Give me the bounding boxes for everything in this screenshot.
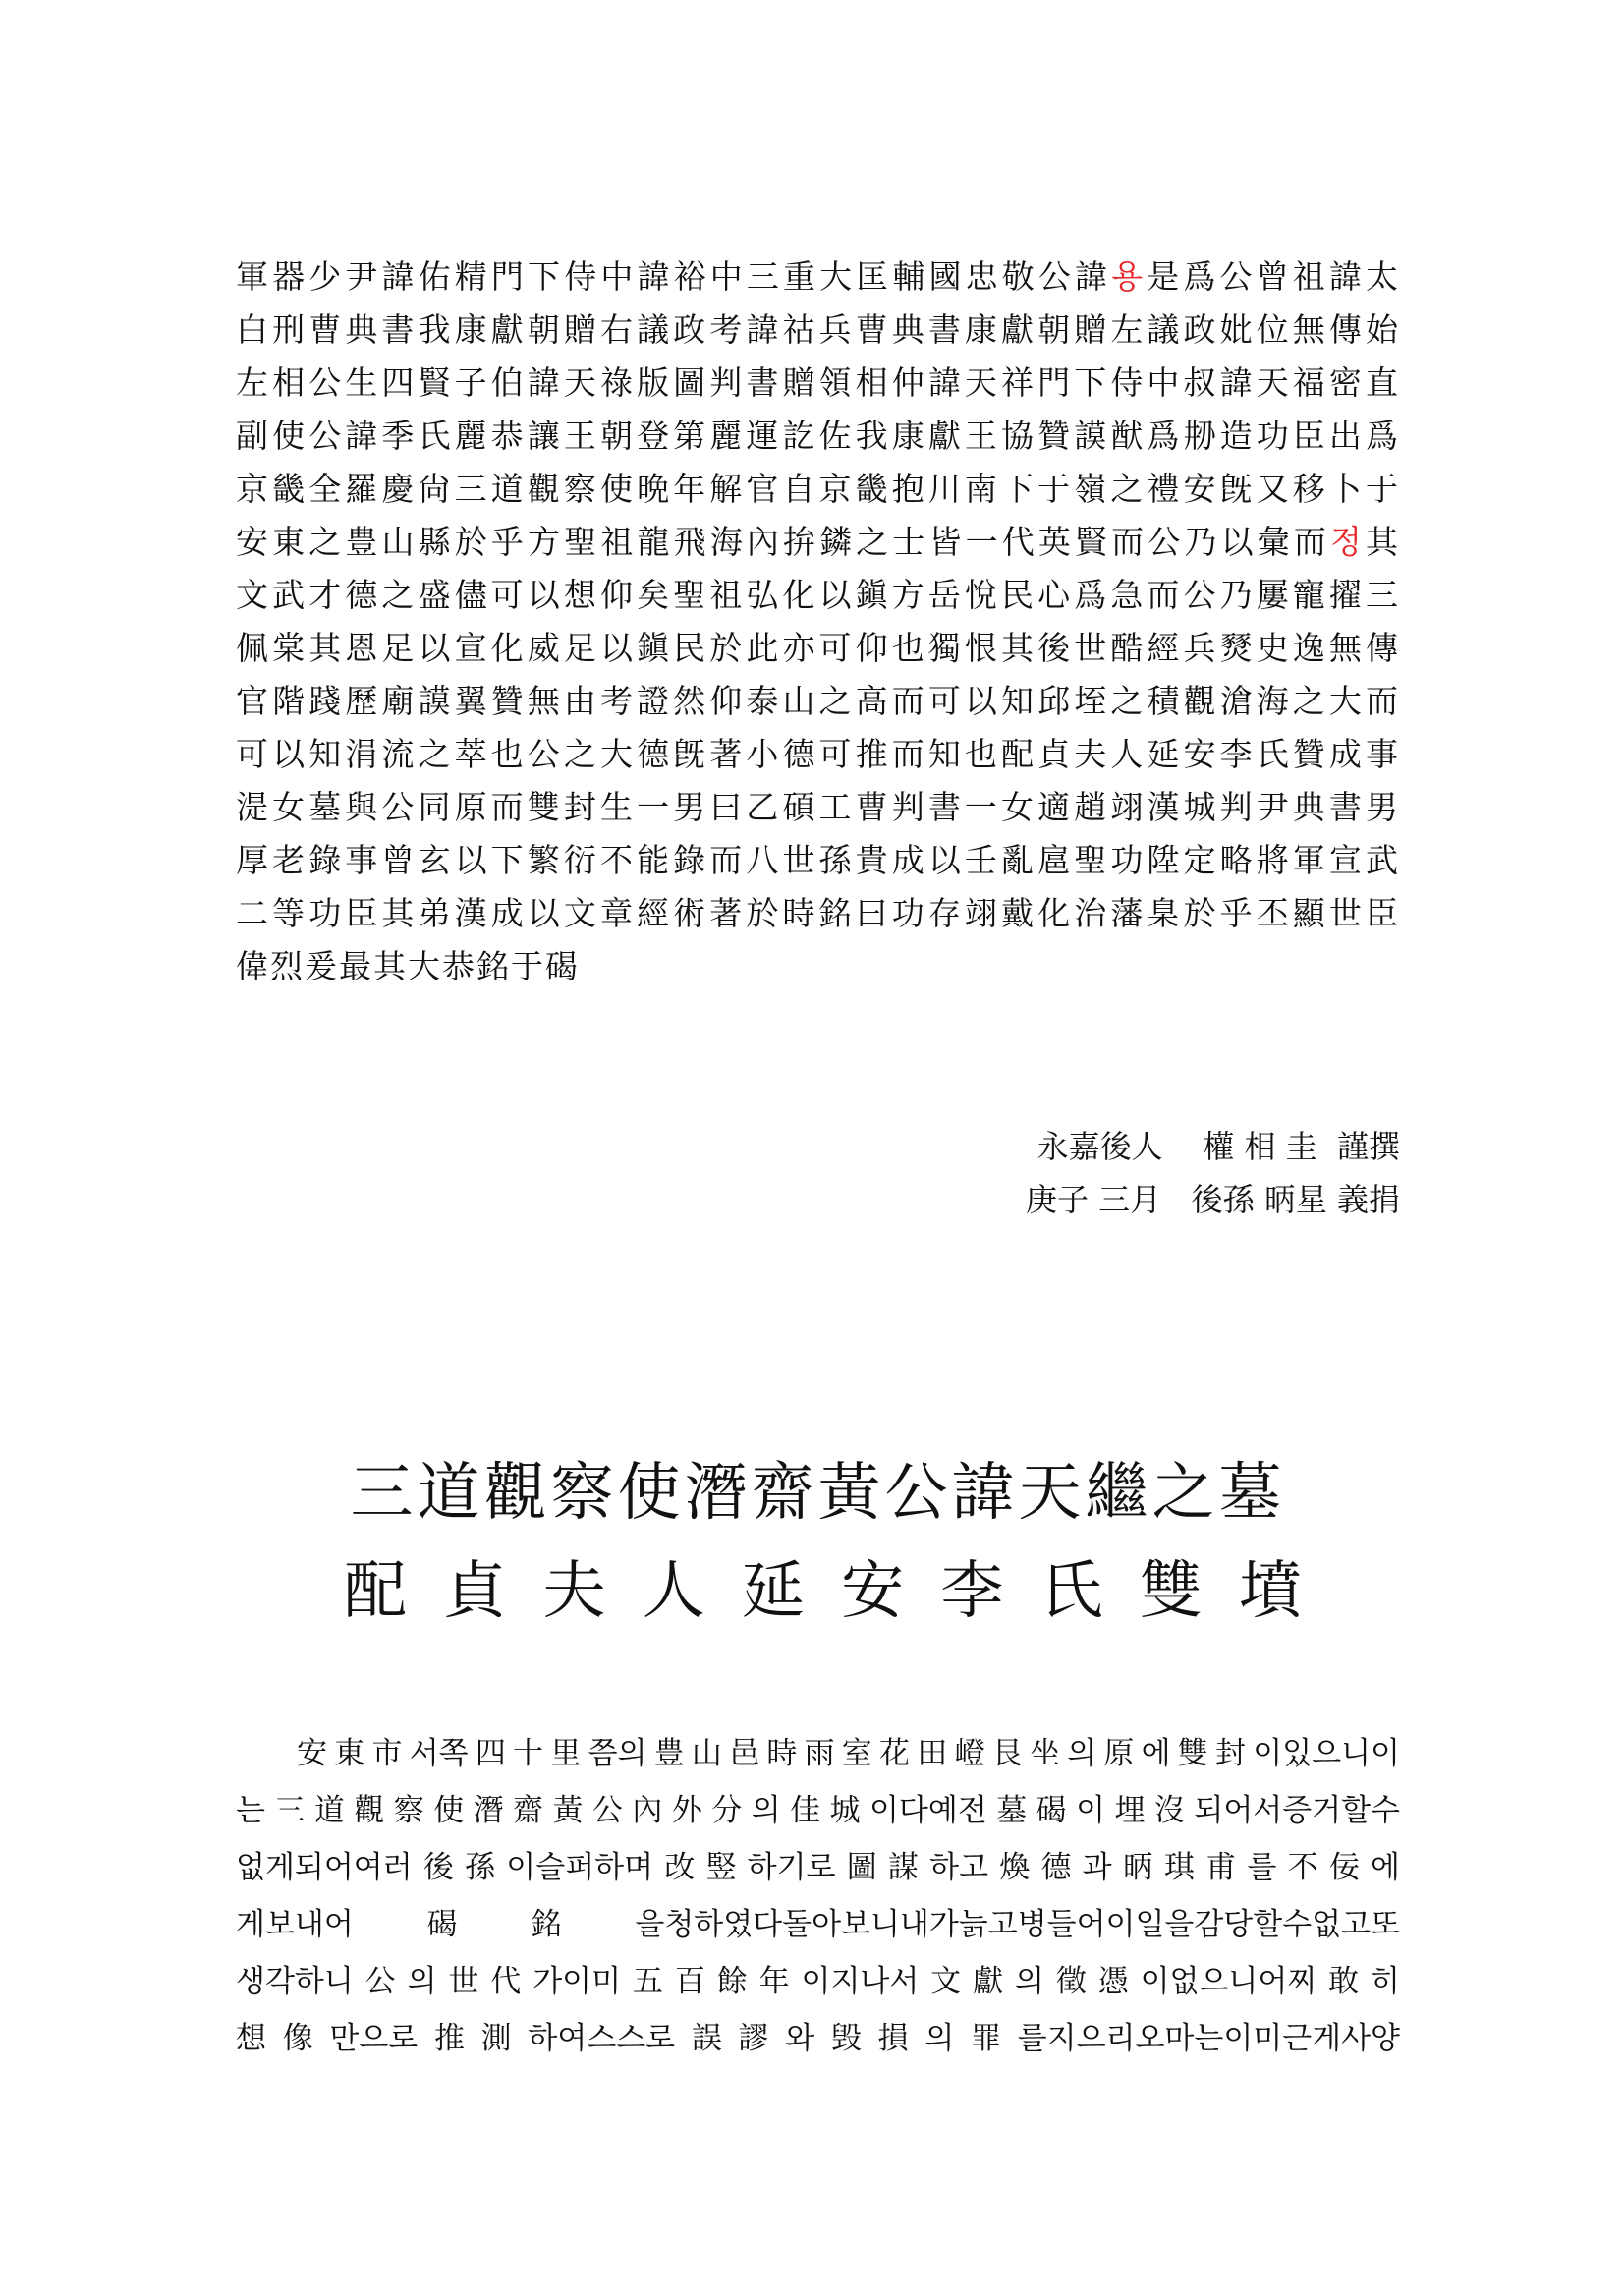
inscription-block [236, 251, 1400, 993]
title-char: 雙 [1139, 1555, 1203, 1628]
inscription-line-7: 文武才德之盛儘可以想仰矣聖祖弘化以鎭方岳悅民心爲急而公乃屢寵擢三 [236, 576, 1400, 614]
signature-block [236, 1120, 1400, 1226]
inscription-line-10: 可以知涓流之萃也公之大德旣著小德可推而知也配貞夫人延安李氏贊成事 [236, 735, 1400, 773]
red-annotation-jeong: 정 [1329, 523, 1364, 561]
inscription-line-14: 偉烈爰最其大恭銘于碣 [236, 947, 580, 985]
title-char: 配 [344, 1555, 407, 1628]
inscription-line-13: 二等功臣其弟漢成以文章經術著於時銘曰功存翊戴化治藩臬於乎丕顯世臣 [236, 894, 1400, 932]
title-line-2 [236, 1542, 1400, 1641]
title-char: 人 [642, 1555, 705, 1628]
title-char: 延 [741, 1555, 805, 1628]
title-char: 安 [841, 1555, 905, 1628]
korean-paragraph [236, 1725, 1400, 2067]
inscription-line-3: 左相公生四賢子伯諱天祿版圖判書贈領相仲諱天祥門下侍中叔諱天福密直 [236, 364, 1400, 402]
inscription-line-5: 京畿全羅慶尙三道觀察使晩年解官自京畿抱川南下于嶺之禮安旣又移卜于 [236, 470, 1400, 508]
tomb-title [236, 1444, 1400, 1641]
korean-line-3: 없게되어여러後孫이슬퍼하며改竪하기로圖謀하고煥德과昞琪甫를不佞에 [236, 1850, 1400, 1885]
title-char: 夫 [542, 1555, 606, 1628]
title-line-1: 三道觀察使潛齋黃公諱天繼之墓 [350, 1457, 1286, 1530]
inscription-line-12: 厚老錄事曾玄以下繁衍不能錄而八世孫貴成以壬亂扈聖功陞定略將軍宣武 [236, 841, 1400, 879]
inscription-line-6: 安東之豊山縣於乎方聖祖龍飛海內拚鏻之士皆一代英賢而公乃以彙而정其 [236, 523, 1401, 561]
korean-line-5: 생각하니公의世代가이미五百餘年이지나서文獻의徵憑이없으니어찌敢히 [236, 1964, 1400, 1999]
red-annotation-yong: 용 [1111, 257, 1146, 296]
title-char: 李 [940, 1555, 1004, 1628]
title-char: 貞 [443, 1555, 507, 1628]
date-donor-line: 庚子 三月 後孫 昞星 義捐 [1025, 1181, 1400, 1218]
korean-line-2: 는三道觀察使潛齋黃公內外分의佳城이다예전墓碣이埋沒되어서증거할수 [236, 1793, 1400, 1828]
inscription-line-8: 佩棠其恩足以宣化威足以鎭民於此亦可仰也獨恨其後世酷經兵燹史逸無傳 [236, 629, 1400, 667]
korean-line-4: 게보내어碣銘을청하였다돌아보니내가늙고병들어이일을감당할수없고또 [236, 1907, 1400, 1942]
inscription-line-11: 湜女墓與公同原而雙封生一男曰乙碩工曹判書一女適趙翊漢城判尹典書男 [236, 788, 1400, 826]
author-line: 永嘉後人 權 相 圭 謹撰 [1036, 1128, 1400, 1165]
title-char: 氏 [1039, 1555, 1103, 1628]
inscription-line-4: 副使公諱季氏麗恭讓王朝登第麗運訖佐我康獻王協贊謨猷爲刱造功臣出爲 [236, 417, 1400, 455]
korean-line-6: 想像만으로推測하여스스로誤謬와毁損의罪를지으리오마는이미근게사양 [236, 2021, 1400, 2056]
inscription-line-2: 白刑曹典書我康獻朝贈右議政考諱祜兵曹典書康獻朝贈左議政妣位無傳始 [236, 310, 1400, 349]
inscription-line-9: 官階踐歷廟謨翼贊無由考證然仰泰山之高而可以知邱垤之積觀滄海之大而 [236, 682, 1400, 720]
inscription-line-1: 軍器少尹諱佑精門下侍中諱裕中三重大匡輔國忠敬公諱용是爲公曾祖諱太 [236, 257, 1401, 296]
title-char: 墳 [1238, 1555, 1302, 1628]
korean-line-1: 安東市서쪽四十里쯤의豊山邑時雨室花田嶝艮坐의原에雙封이있으니이 [297, 1736, 1400, 1771]
